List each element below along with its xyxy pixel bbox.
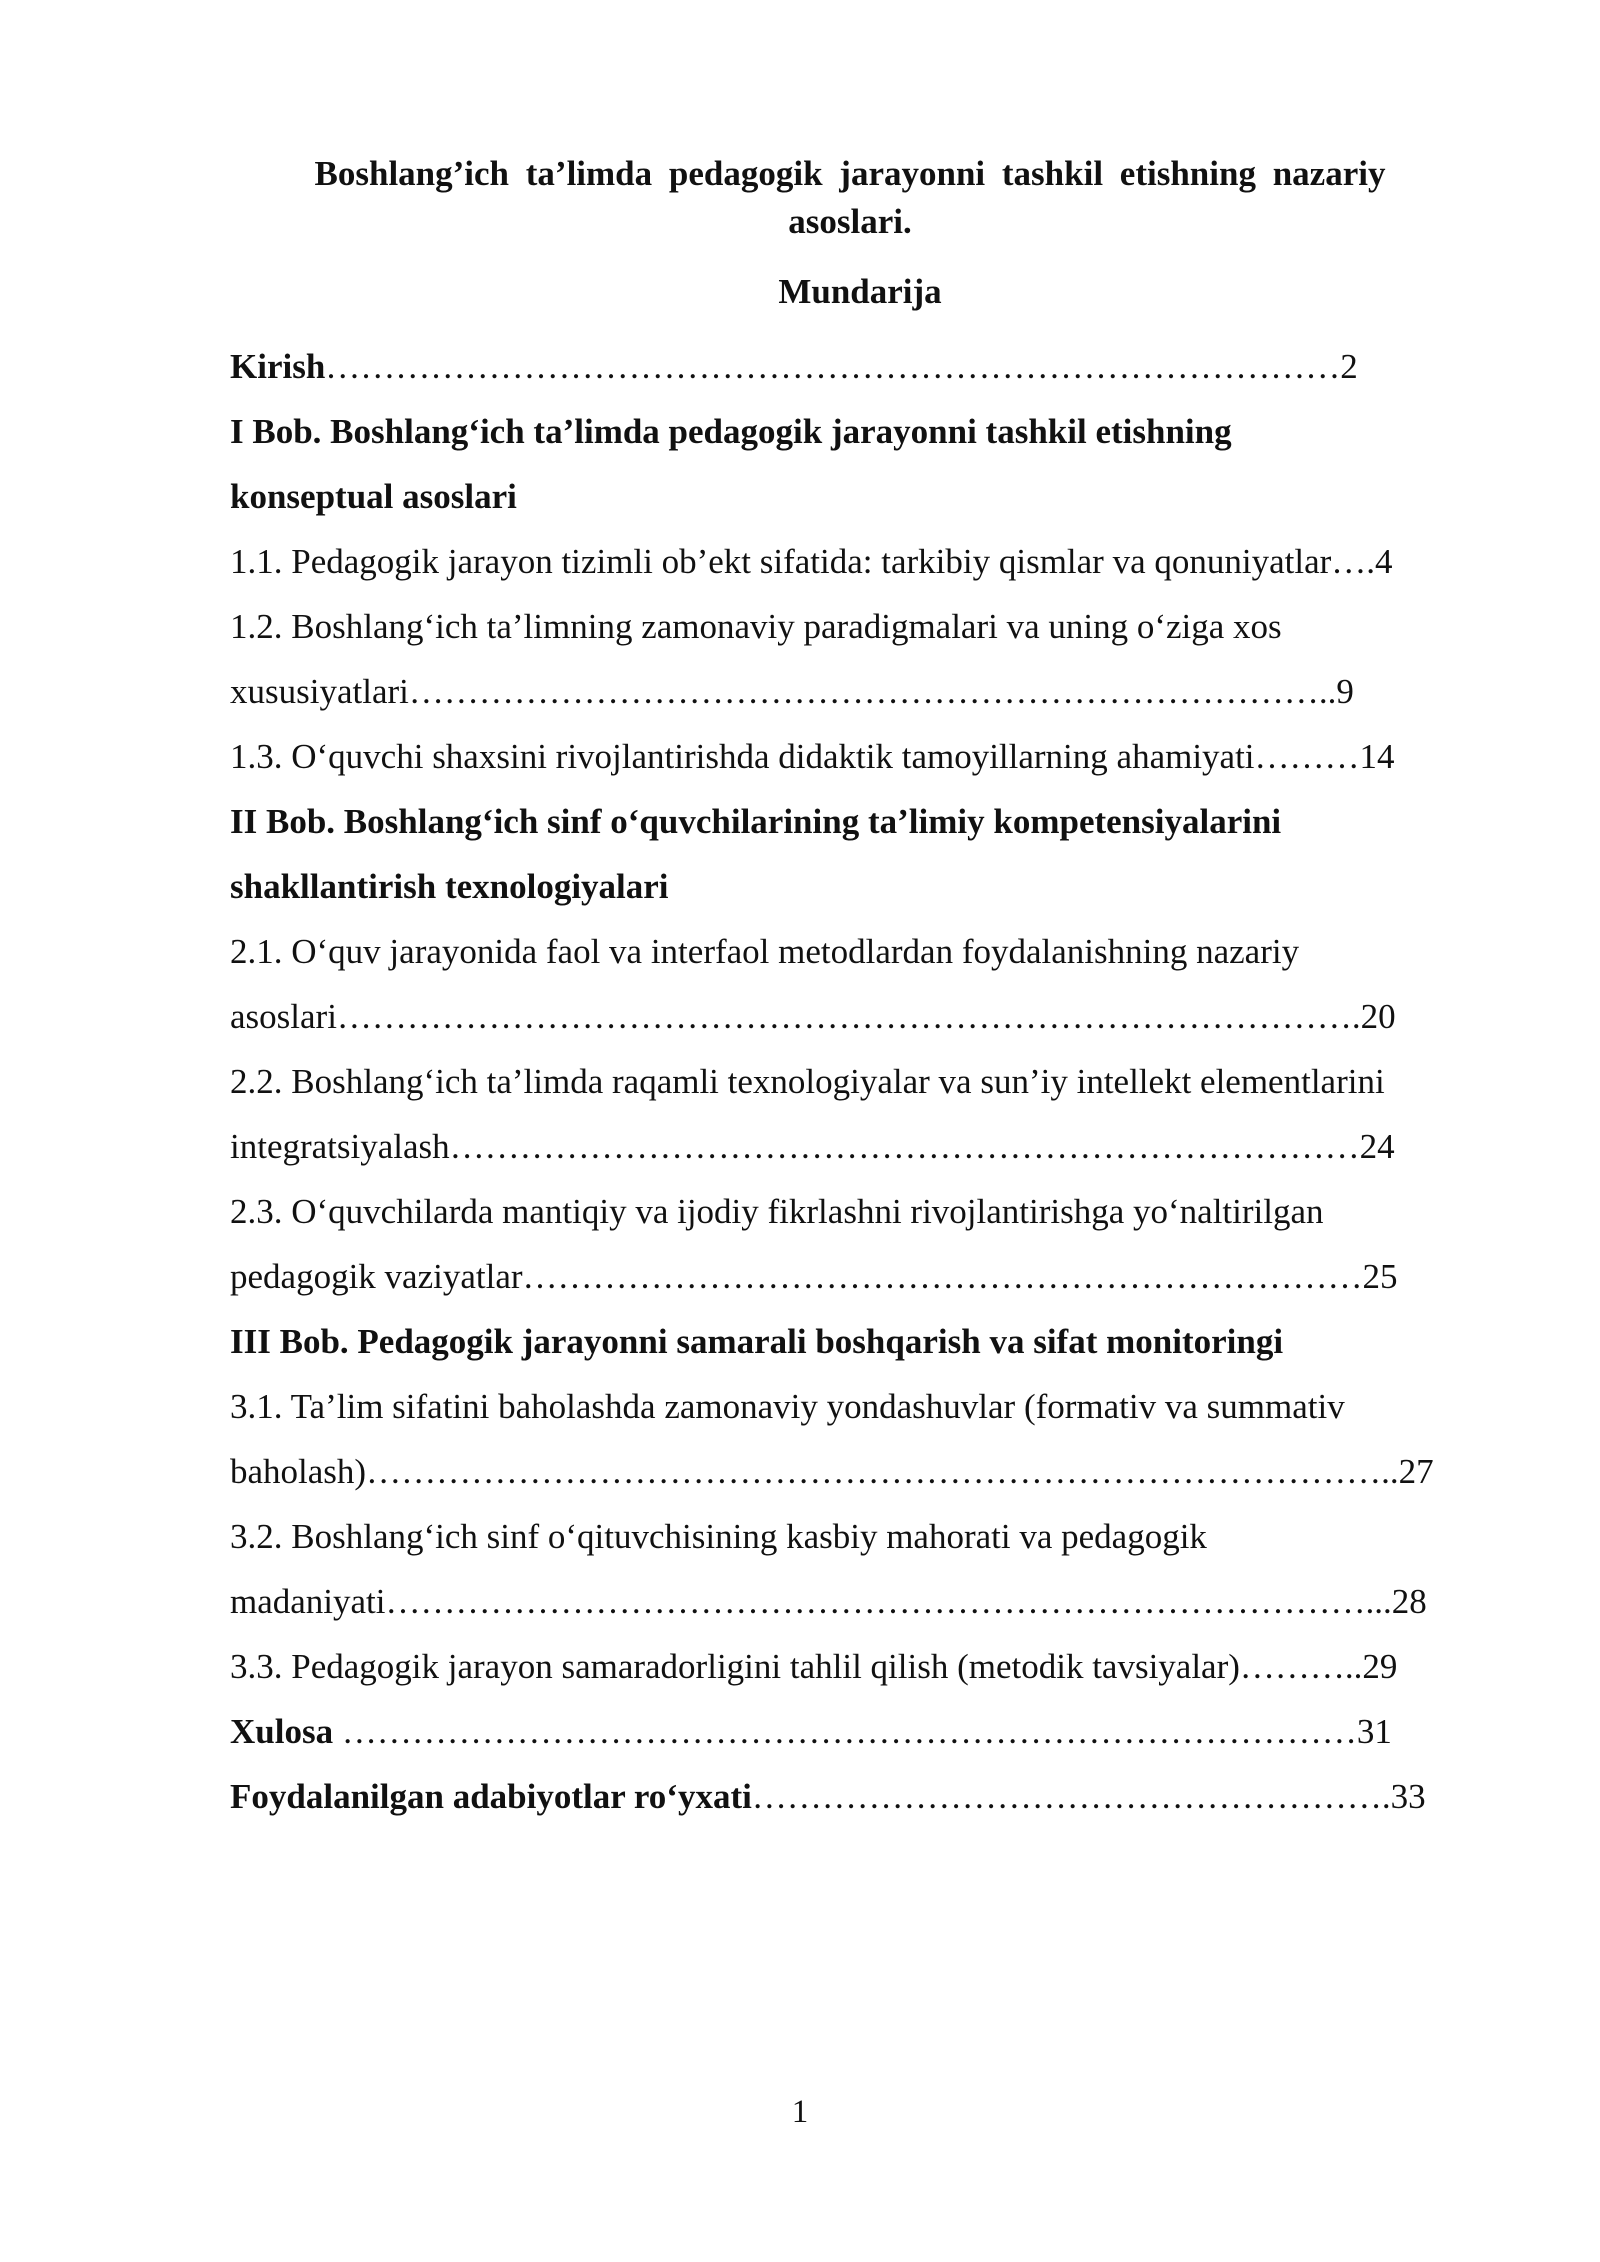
toc-line: III Bob. Pedagogik jarayonni samarali boshqarish va sifat monitoringi — [230, 1322, 1284, 1361]
toc-line: 3.1. Ta’lim sifatini baholashda zamonaviy yondashuvlar (formativ va summativ — [230, 1387, 1345, 1426]
toc-line: 1.3. O‘quvchi shaxsini rivojlantirishda didaktik tamoyillarning ahamiyati………14 — [230, 737, 1395, 776]
toc-line: shakllantirish texnologiyalari — [230, 867, 669, 906]
toc-line — [230, 1764, 1490, 1829]
toc-line: 1.1. Pedagogik jarayon tizimli ob’ekt sifatida: tarkibiy qismlar va qonuniyatlar….4 — [230, 542, 1393, 581]
page-number: 1 — [791, 2094, 809, 2130]
document-title: Boshlang’ich ta’limda pedagogik jarayonni tashkil etishning nazariy asoslari. — [314, 154, 1386, 241]
toc-line: 1.2. Boshlang‘ich ta’limning zamonaviy paradigmalari va uning o‘ziga xos — [230, 607, 1282, 646]
toc-line: asoslari…………………………………………………………………………….20 — [230, 997, 1396, 1036]
toc-line — [230, 1699, 1490, 1764]
toc-line-leader: ……………………………………………………………………………31 — [333, 1712, 1392, 1751]
toc-line: integratsiyalash……………………………………………………………………24 — [230, 1127, 1395, 1166]
toc-heading: Mundarija — [778, 272, 942, 311]
toc-line: madaniyati…………………………………………………………………………...28 — [230, 1582, 1427, 1621]
toc-line: xususiyatlari……………………………………………………………………..9 — [230, 672, 1354, 711]
toc-line: 3.3. Pedagogik jarayon samaradorligini tahlil qilish (metodik tavsiyalar)………..29 — [230, 1647, 1398, 1686]
toc-line: 2.3. O‘quvchilarda mantiqiy va ijodiy fikrlashni rivojlantirishga yo‘naltirilgan — [230, 1192, 1324, 1231]
toc-line: I Bob. Boshlang‘ich ta’limda pedagogik jarayonni tashkil etishning — [230, 412, 1232, 451]
toc-line-title: Foydalanilgan adabiyotlar ro‘yxati — [230, 1777, 752, 1816]
table-of-contents — [230, 334, 1490, 1829]
toc-line-title: Kirish — [230, 347, 326, 386]
toc-line-leader: ……………………………………………….33 — [751, 1777, 1426, 1816]
toc-line-leader: ……………………………………………………………………………2 — [325, 347, 1358, 386]
toc-line: pedagogik vaziyatlar………………………………………………………………25 — [230, 1257, 1398, 1296]
toc-line — [230, 334, 1490, 399]
toc-line: 2.1. O‘quv jarayonida faol va interfaol metodlardan foydalanishning nazariy — [230, 932, 1300, 971]
toc-line: baholash)……………………………………………………………………………..27 — [230, 1452, 1434, 1491]
toc-line: II Bob. Boshlang‘ich sinf o‘quvchilarining ta’limiy kompetensiyalarini — [230, 802, 1282, 841]
toc-line: konseptual asoslari — [230, 477, 517, 516]
toc-line: 3.2. Boshlang‘ich sinf o‘qituvchisining kasbiy mahorati va pedagogik — [230, 1517, 1207, 1556]
toc-line: 2.2. Boshlang‘ich ta’limda raqamli texnologiyalar va sun’iy intellekt elementlarini — [230, 1062, 1385, 1101]
toc-line-title: Xulosa — [230, 1712, 334, 1751]
